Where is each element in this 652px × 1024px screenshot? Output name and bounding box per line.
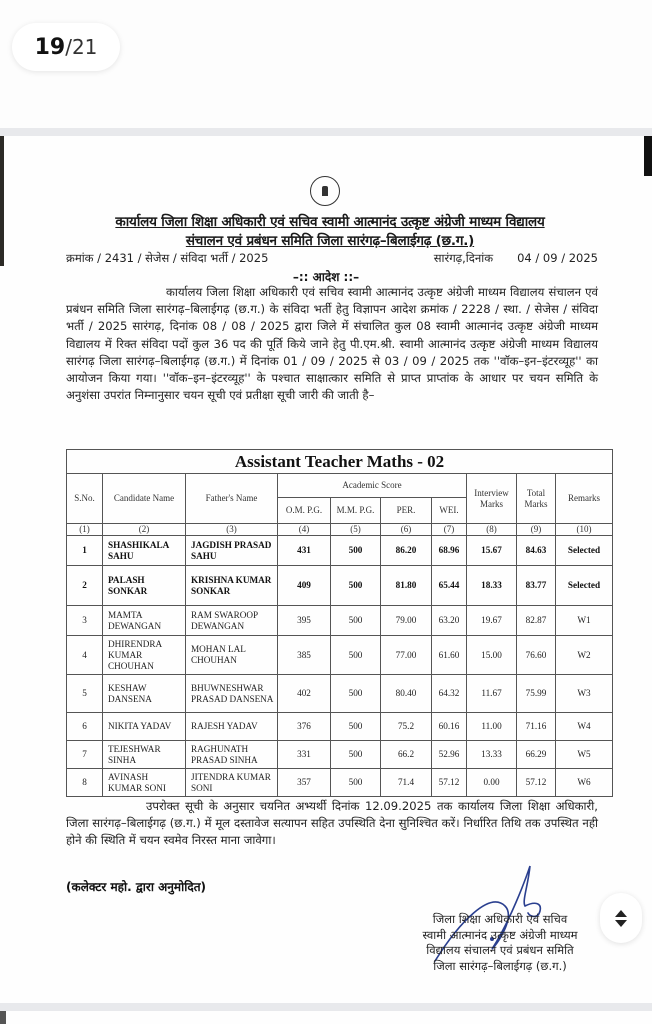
table-row [67,636,613,675]
approval-note: (कलेक्टर महो. द्वारा अनुमोदित) [66,880,207,894]
cell-wei: 68.96 [432,536,467,566]
table-row [67,566,613,606]
cell-per: 81.80 [381,566,432,606]
cell-father-name: JAGDISH PRASAD SAHU [186,536,278,566]
cell-wei: 57.12 [432,769,467,797]
cell-mm-pg: 500 [331,769,381,797]
signatory-line: स्वामी आत्मानंद उत्कृष्ट अंग्रेजी माध्यम [422,927,578,942]
cell-candidate-name: MAMTA DEWANGAN [103,606,186,636]
cell-remarks: W1 [556,606,613,636]
signatory-line: जिला सारंगढ़–बिलाईगढ़ (छ.ग.) [433,958,567,973]
cell-candidate-name: PALASH SONKAR [103,566,186,606]
header-academic-score: Academic Score [278,474,467,498]
cell-candidate-name: AVINASH KUMAR SONI [103,769,186,797]
cell-per: 80.40 [381,675,432,713]
cell-sno: 5 [67,675,103,713]
signatory-line: जिला शिक्षा अधिकारी एवं सचिव [432,912,568,926]
place-date [434,251,598,266]
page-counter[interactable] [12,23,120,71]
cell-father-name: MOHAN LAL CHOUHAN [186,636,278,675]
page-gap-bottom [0,1003,652,1011]
table-row [67,606,613,636]
down-arrow-icon [615,920,627,927]
page-gap-top [0,128,652,136]
cell-om-pg: 402 [278,675,331,713]
cell-om-pg: 357 [278,769,331,797]
column-number: (3) [186,524,278,536]
column-number: (6) [381,524,432,536]
place-date-label: सारंगढ़,दिनांक [433,251,494,265]
cell-om-pg: 331 [278,741,331,769]
cell-candidate-name: DHIRENDRA KUMAR CHOUHAN [103,636,186,675]
cell-om-pg: 395 [278,606,331,636]
cell-remarks: Selected [556,536,613,566]
cell-interview: 15.00 [467,636,517,675]
cell-total: 76.60 [517,636,556,675]
table-row [67,536,613,566]
header-total-marks: Total Marks [517,474,556,524]
header-om-pg: O.M. P.G. [278,498,331,524]
cell-sno: 2 [67,566,103,606]
cell-interview: 11.67 [467,675,517,713]
selection-table [66,449,613,797]
cell-mm-pg: 500 [331,606,381,636]
page-separator: / [65,35,72,59]
order-date: 04 / 09 / 2025 [517,251,598,265]
column-number-row [67,524,613,536]
header-per: PER. [381,498,432,524]
column-number: (2) [103,524,186,536]
cell-per: 79.00 [381,606,432,636]
signatory-block [380,912,620,974]
cell-wei: 60.16 [432,713,467,741]
cell-total: 83.77 [517,566,556,606]
cell-om-pg: 409 [278,566,331,606]
cell-per: 86.20 [381,536,432,566]
office-header-line-1: कार्यालय जिला शिक्षा अधिकारी एवं सचिव स्वामी आत्मानंद उत्कृष्ट अंग्रेजी माध्यम विद्यालय [115,214,545,230]
cell-candidate-name: TEJESHWAR SINHA [103,741,186,769]
cell-wei: 63.20 [432,606,467,636]
cell-total: 84.63 [517,536,556,566]
scan-edge-left [0,136,4,266]
cell-sno: 4 [67,636,103,675]
column-number: (8) [467,524,517,536]
column-number: (5) [331,524,381,536]
cell-om-pg: 376 [278,713,331,741]
reference-number: क्रमांक / 2431 / सेजेस / संविदा भर्ती / 2025 [66,251,269,265]
scroll-handle[interactable] [600,893,642,943]
cell-mm-pg: 500 [331,536,381,566]
total-pages: 21 [71,35,98,59]
next-page-preview [0,1011,652,1024]
cell-candidate-name: SHASHIKALA SAHU [103,536,186,566]
cell-per: 75.2 [381,713,432,741]
cell-remarks: W6 [556,769,613,797]
cell-sno: 1 [67,536,103,566]
cell-total: 75.99 [517,675,556,713]
cell-sno: 7 [67,741,103,769]
order-title: –:: आदेश ::– [292,270,360,284]
cell-interview: 19.67 [467,606,517,636]
cell-total: 57.12 [517,769,556,797]
cell-per: 77.00 [381,636,432,675]
header-sno: S.No. [67,474,103,524]
table-row [67,741,613,769]
cell-remarks: Selected [556,566,613,606]
cell-interview: 13.33 [467,741,517,769]
cell-candidate-name: NIKITA YADAV [103,713,186,741]
cell-remarks: W3 [556,675,613,713]
next-page-scan-edge [0,1011,6,1024]
cell-total: 71.16 [517,713,556,741]
cell-remarks: W5 [556,741,613,769]
signatory-line: विद्यालय संचालन एवं प्रबंधन समिति [426,943,574,957]
cell-wei: 65.44 [432,566,467,606]
cell-wei: 64.32 [432,675,467,713]
cell-father-name: RAM SWAROOP DEWANGAN [186,606,278,636]
cell-candidate-name: KESHAW DANSENA [103,675,186,713]
cell-mm-pg: 500 [331,741,381,769]
cell-mm-pg: 500 [331,636,381,675]
column-number: (9) [517,524,556,536]
cell-father-name: KRISHNA KUMAR SONKAR [186,566,278,606]
header-candidate-name: Candidate Name [103,474,186,524]
cell-remarks: W2 [556,636,613,675]
cell-sno: 6 [67,713,103,741]
cell-sno: 8 [67,769,103,797]
office-header-line-2: संचालन एवं प्रबंधन समिति जिला सारंगढ़–बिलाईगढ़ (छ.ग.) [185,233,475,249]
up-arrow-icon [615,910,627,917]
scan-edge-right [644,136,652,176]
table-row [67,675,613,713]
header-interview-marks: Interview Marks [467,474,517,524]
cell-mm-pg: 500 [331,675,381,713]
cell-total: 66.29 [517,741,556,769]
table-row [67,713,613,741]
column-number: (7) [432,524,467,536]
cell-per: 66.2 [381,741,432,769]
state-emblem-icon [310,176,340,206]
cell-father-name: RAGHUNATH PRASAD SINHA [186,741,278,769]
cell-father-name: JITENDRA KUMAR SONI [186,769,278,797]
column-number: (1) [67,524,103,536]
cell-per: 71.4 [381,769,432,797]
table-row [67,769,613,797]
cell-father-name: BHUWNESHWAR PRASAD DANSENA [186,675,278,713]
table-title: Assistant Teacher Maths - 02 [67,450,613,474]
cell-interview: 0.00 [467,769,517,797]
cell-total: 82.87 [517,606,556,636]
header-wei: WEI. [432,498,467,524]
header-father-name: Father's Name [186,474,278,524]
document-page [0,136,652,1003]
order-paragraph-2: उपरोक्त सूची के अनुसार चयनित अभ्यर्थी दिनांक 12.09.2025 तक कार्यालय जिला शिक्षा अधिकारी, जिला सारंगढ़–बिलाईगढ़ (छ.ग.) में मूल दस्तावेज सत्यापन सहित उपस्थिति देना सुनिश्चित करें। निर्धारित तिथि तक उपस्थित नही होने की स्थिति में चयन स्वमेव निरस्त माना जावेगा। [66,799,598,848]
cell-interview: 18.33 [467,566,517,606]
cell-remarks: W4 [556,713,613,741]
cell-interview: 11.00 [467,713,517,741]
column-number: (10) [556,524,613,536]
cell-wei: 61.60 [432,636,467,675]
cell-mm-pg: 500 [331,713,381,741]
cell-sno: 3 [67,606,103,636]
cell-father-name: RAJESH YADAV [186,713,278,741]
cell-om-pg: 385 [278,636,331,675]
cell-interview: 15.67 [467,536,517,566]
cell-wei: 52.96 [432,741,467,769]
current-page-number: 19 [34,34,66,60]
order-paragraph-1: कार्यालय जिला शिक्षा अधिकारी एवं सचिव स्वामी आत्मानंद उत्कृष्ट अंग्रेजी माध्यम विद्यालय संचालन एवं प्रबंधन समिति जिला सारंगढ़–बिलाईगढ़ (छ.ग.) के संविदा भर्ती हेतु विज्ञापन आदेश क्रमांक / 2228 / स्था. / सेजेस / संविदा भर्ती / 2025 सारंगढ़, दिनांक 08 / 08 / 2025 द्वारा जिले में संचालित कुल 08 स्वामी आत्मानंद उत्कृष्ट अंग्रेजी माध्यम विद्यालय में रिक्त संविदा पदों कुल 36 पद की पूर्ति किये जाने हेतु पी.एम.श्री. स्वामी आत्मानंद उत्कृष्ट अंग्रेजी माध्यम विद्यालय सारंगढ़ जिला सारंगढ़–बिलाईगढ़ (छ.ग.) में दिनांक 01 / 09 / 2025 से 03 / 09 / 2025 तक ''वॉक–इन–इंटरव्यूह'' का आयोजन किया गया। ''वॉक–इन–इंटरव्यूह'' के पश्चात साक्षात्कार समिति से प्राप्त प्राप्तांक के आधार पर चयन समिति के अनुशंसा उपरांत निम्नानुसार चयन सूची एवं प्रतीक्षा सूची जारी की जाती है– [66,285,598,403]
cell-mm-pg: 500 [331,566,381,606]
header-mm-pg: M.M. P.G. [331,498,381,524]
cell-om-pg: 431 [278,536,331,566]
column-number: (4) [278,524,331,536]
header-remarks: Remarks [556,474,613,524]
viewer-toolbar-area [0,0,652,128]
